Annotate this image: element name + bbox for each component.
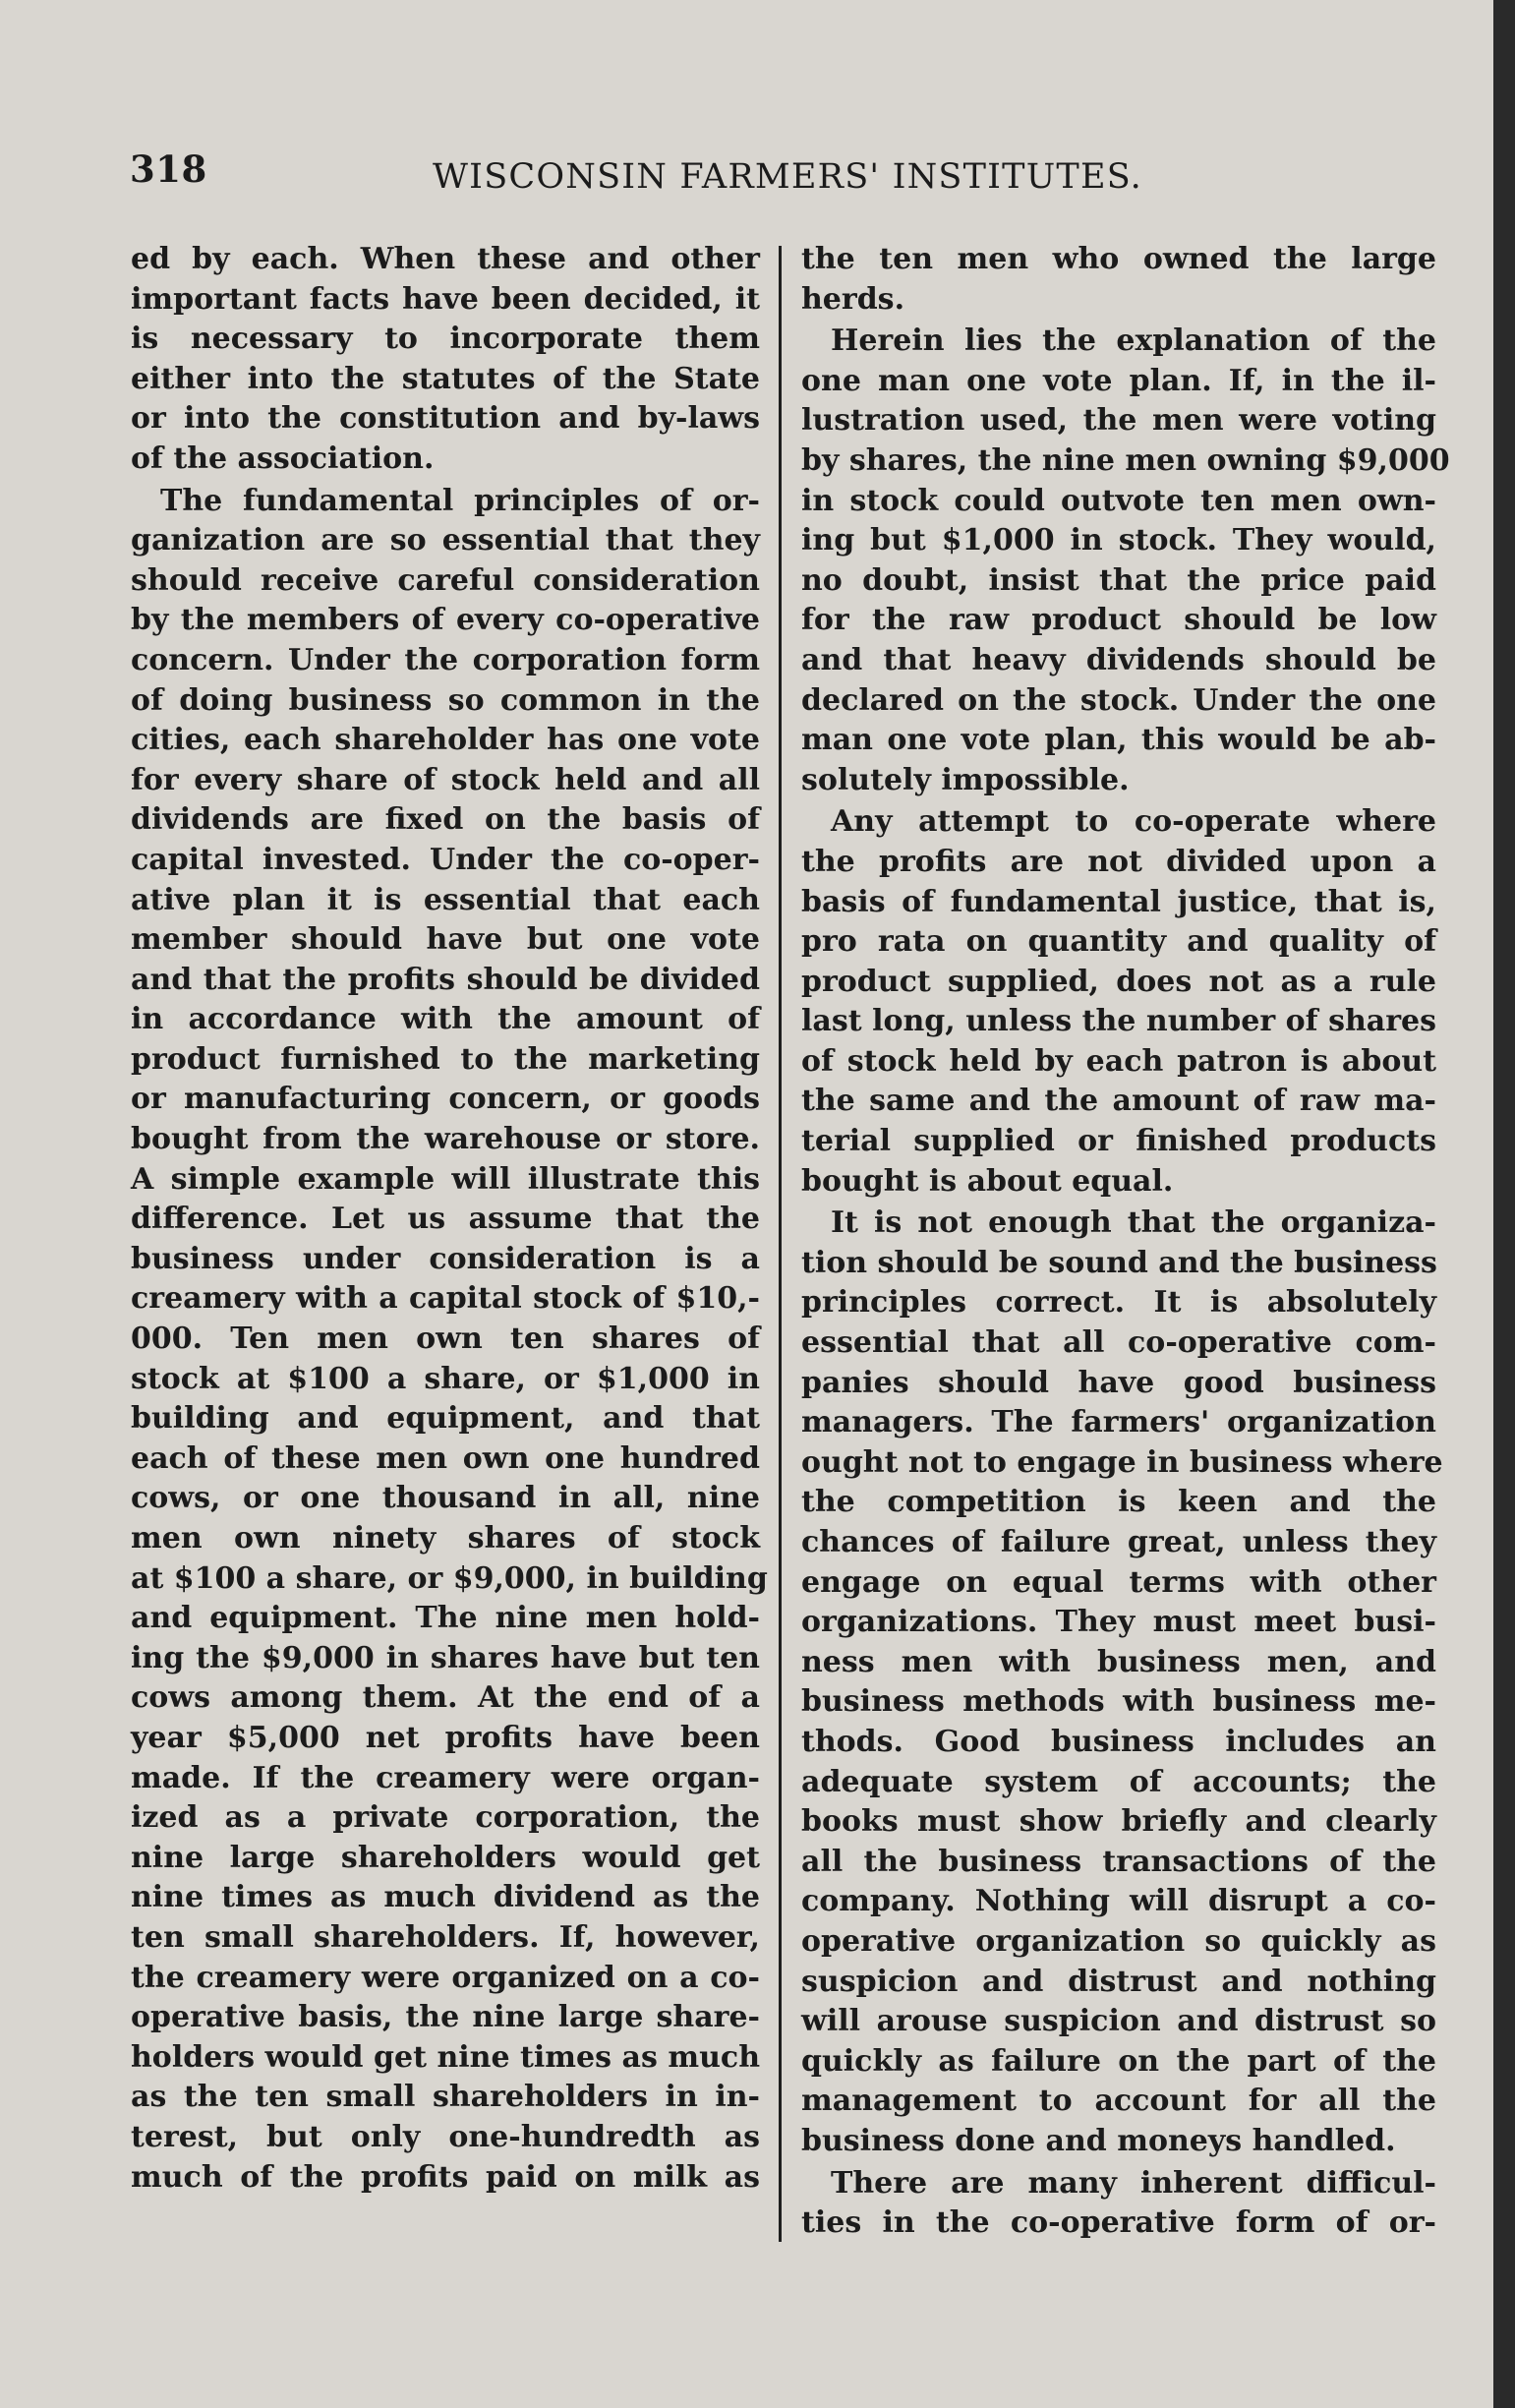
text-line: last long, unless the number of shares bbox=[801, 1004, 1436, 1039]
text-line: ing the $9,000 in shares have but ten bbox=[131, 1640, 760, 1675]
text-line: year $5,000 net profits have been bbox=[131, 1720, 760, 1755]
text-line: holders would get nine times as much bbox=[131, 2039, 760, 2075]
text-line: member should have but one vote bbox=[131, 922, 760, 958]
text-line: It is not enough that the organiza- bbox=[831, 1205, 1436, 1241]
text-line: pro rata on quantity and quality of bbox=[801, 924, 1436, 960]
text-line: nine times as much dividend as the bbox=[131, 1880, 760, 1915]
running-title: WISCONSIN FARMERS' INSTITUTES. bbox=[433, 157, 1142, 197]
text-line: capital invested. Under the co-oper- bbox=[131, 842, 760, 877]
text-line: operative organization so quickly as bbox=[801, 1923, 1436, 1959]
text-line: for the raw product should be low bbox=[801, 603, 1436, 638]
text-line: all the business transactions of the bbox=[801, 1844, 1436, 1879]
text-line: ing but $1,000 in stock. They would, bbox=[801, 523, 1436, 558]
text-line: in stock could outvote ten men own- bbox=[801, 483, 1436, 518]
text-line: bought from the warehouse or store. bbox=[131, 1122, 760, 1157]
text-line: no doubt, insist that the price paid bbox=[801, 562, 1436, 598]
text-line: The fundamental principles of or- bbox=[160, 483, 760, 518]
text-line: ness men with business men, and bbox=[801, 1644, 1436, 1679]
text-line: men own ninety shares of stock bbox=[131, 1521, 760, 1556]
text-line: company. Nothing will disrupt a co- bbox=[801, 1884, 1436, 1919]
text-line: thods. Good business includes an bbox=[801, 1724, 1436, 1759]
text-line: ed by each. When these and other bbox=[131, 242, 760, 276]
text-line: ties in the co-operative form of or- bbox=[801, 2205, 1436, 2241]
text-line: ganization are so essential that they bbox=[131, 523, 760, 558]
text-line: and that heavy dividends should be bbox=[801, 642, 1436, 677]
text-line: the ten men who owned the large bbox=[801, 242, 1436, 276]
text-line: man one vote plan, this would be ab- bbox=[801, 723, 1436, 758]
text-line: important facts have been decided, it bbox=[131, 281, 760, 317]
text-line: herds. bbox=[801, 281, 905, 317]
text-line: the competition is keen and the bbox=[801, 1485, 1436, 1520]
text-line: at $100 a share, or $9,000, in building bbox=[131, 1560, 768, 1596]
text-line: and equipment. The nine men hold- bbox=[131, 1601, 760, 1636]
text-line: product supplied, does not as a rule bbox=[801, 964, 1436, 999]
text-line: tion should be sound and the business bbox=[801, 1245, 1437, 1280]
text-line: bought is about equal. bbox=[801, 1163, 1174, 1199]
left-column bbox=[131, 240, 768, 2198]
text-line: organizations. They must meet busi- bbox=[801, 1605, 1436, 1640]
text-line: by shares, the nine men owning $9,000 bbox=[801, 442, 1450, 478]
text-line: Herein lies the explanation of the bbox=[831, 323, 1436, 359]
text-line: the same and the amount of raw ma- bbox=[801, 1084, 1436, 1119]
text-line: stock at $100 a share, or $1,000 in bbox=[131, 1361, 760, 1396]
text-line: for every share of stock held and all bbox=[131, 762, 760, 797]
text-line: either into the statutes of the State bbox=[131, 361, 760, 396]
text-line: ized as a private corporation, the bbox=[131, 1800, 760, 1836]
text-line: as the ten small shareholders in in- bbox=[131, 2080, 760, 2115]
text-line: should receive careful consideration bbox=[131, 562, 760, 598]
text-line: of stock held by each patron is about bbox=[801, 1043, 1436, 1079]
text-line: each of these men own one hundred bbox=[131, 1440, 760, 1476]
text-line: 000. Ten men own ten shares of bbox=[131, 1321, 760, 1357]
text-line: cities, each shareholder has one vote bbox=[131, 723, 760, 758]
text-line: A simple example will illustrate this bbox=[131, 1161, 760, 1197]
text-line: dividends are fixed on the basis of bbox=[131, 802, 760, 838]
text-line: cows, or one thousand in all, nine bbox=[131, 1481, 760, 1516]
text-line: and that the profits should be divided bbox=[131, 962, 760, 997]
page-edge-shadow bbox=[1493, 0, 1515, 2408]
text-line: will arouse suspicion and distrust so bbox=[801, 2004, 1436, 2039]
text-line: books must show briefly and clearly bbox=[801, 1804, 1436, 1840]
text-line: ought not to engage in business where bbox=[801, 1444, 1443, 1480]
text-line: panies should have good business bbox=[801, 1365, 1436, 1400]
text-line: operative basis, the nine large share- bbox=[131, 2000, 760, 2035]
text-line: made. If the creamery were organ- bbox=[131, 1760, 760, 1795]
text-line: solutely impossible. bbox=[801, 762, 1130, 797]
text-line: declared on the stock. Under the one bbox=[801, 682, 1436, 718]
text-line: of doing business so common in the bbox=[131, 682, 760, 718]
text-line: business done and moneys handled. bbox=[801, 2123, 1396, 2158]
text-line: product furnished to the marketing bbox=[131, 1041, 760, 1077]
text-line: one man one vote plan. If, in the il- bbox=[801, 363, 1436, 398]
text-line: cows among them. At the end of a bbox=[131, 1680, 760, 1716]
text-line: There are many inherent difficul- bbox=[831, 2165, 1436, 2201]
text-line: ative plan it is essential that each bbox=[131, 882, 760, 917]
text-line: basis of fundamental justice, that is, bbox=[801, 884, 1436, 919]
text-line: adequate system of accounts; the bbox=[801, 1764, 1436, 1799]
text-line: is necessary to incorporate them bbox=[131, 322, 760, 357]
column-divider bbox=[779, 246, 782, 2242]
text-line: or into the constitution and by-laws bbox=[131, 401, 760, 437]
text-line: terial supplied or finished products bbox=[801, 1124, 1436, 1159]
text-line: principles correct. It is absolutely bbox=[801, 1285, 1436, 1321]
text-line: building and equipment, and that bbox=[131, 1401, 760, 1437]
text-line: the creamery were organized on a co- bbox=[131, 1960, 760, 1995]
text-line: difference. Let us assume that the bbox=[131, 1202, 760, 1237]
text-line: nine large shareholders would get bbox=[131, 1840, 760, 1875]
text-line: quickly as failure on the part of the bbox=[801, 2043, 1436, 2079]
text-line: by the members of every co-operative bbox=[131, 603, 760, 638]
text-line: of the association. bbox=[131, 440, 435, 476]
right-column bbox=[801, 240, 1450, 2244]
text-line: engage on equal terms with other bbox=[801, 1564, 1436, 1600]
text-line: lustration used, the men were voting bbox=[801, 403, 1436, 439]
text-line: business under consideration is a bbox=[131, 1241, 760, 1276]
text-line: chances of failure great, unless they bbox=[801, 1525, 1436, 1559]
text-line: business methods with business me- bbox=[801, 1684, 1436, 1720]
text-line: management to account for all the bbox=[801, 2084, 1436, 2119]
text-line: the profits are not divided upon a bbox=[801, 844, 1436, 879]
text-line: in accordance with the amount of bbox=[131, 1002, 760, 1037]
text-line: suspicion and distrust and nothing bbox=[801, 1964, 1436, 1999]
text-line: Any attempt to co-operate where bbox=[831, 804, 1436, 840]
text-line: or manufacturing concern, or goods bbox=[131, 1082, 760, 1117]
text-line: ten small shareholders. If, however, bbox=[131, 1919, 760, 1955]
text-line: essential that all co-operative com- bbox=[801, 1325, 1436, 1361]
text-line: terest, but only one-hundredth as bbox=[131, 2119, 760, 2154]
text-line: managers. The farmers' organization bbox=[801, 1405, 1436, 1440]
text-line: concern. Under the corporation form bbox=[131, 642, 760, 677]
page-number: 318 bbox=[130, 147, 207, 191]
text-line: creamery with a capital stock of $10,- bbox=[131, 1281, 760, 1317]
text-line: much of the profits paid on milk as bbox=[131, 2159, 760, 2195]
